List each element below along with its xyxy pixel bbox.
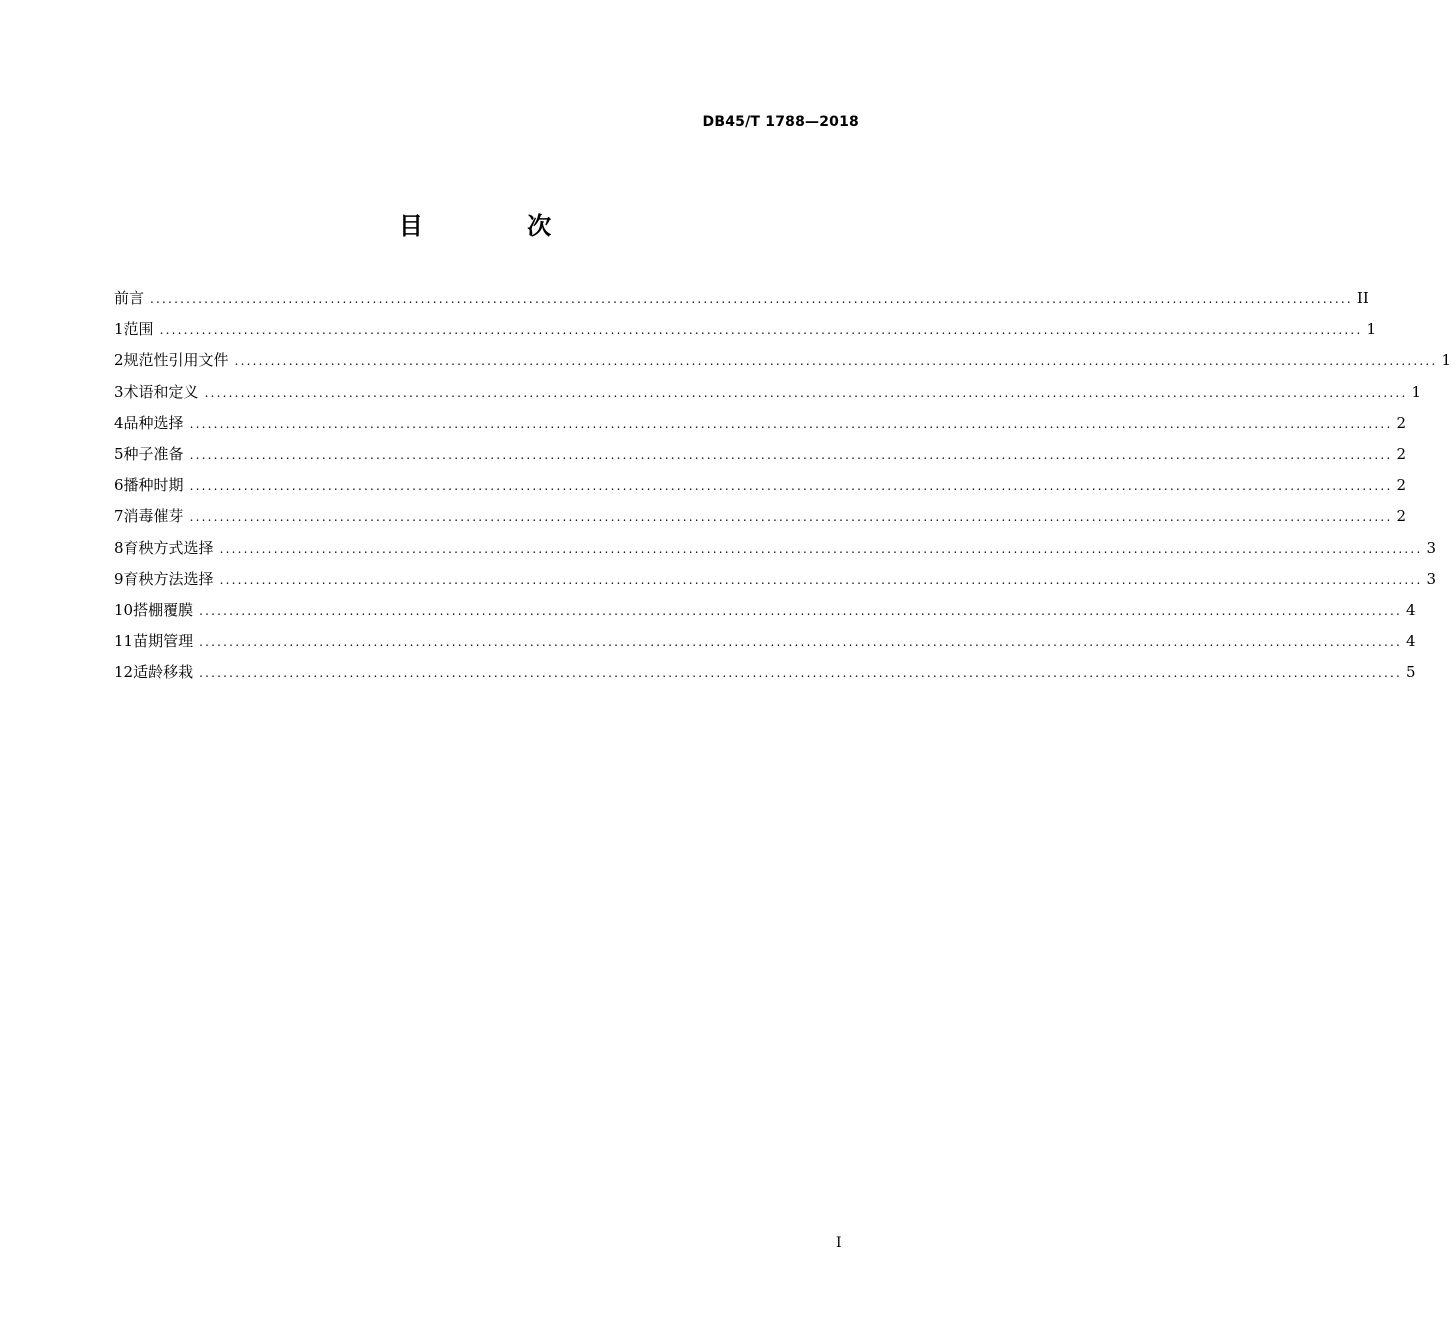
toc-entry-label: 消毒催芽	[123, 507, 184, 526]
toc-entry-3[interactable]	[114, 378, 1421, 409]
toc-entry-label: 范围	[123, 320, 154, 339]
toc-leader-dots: ........................................................................................................................................................................................................	[189, 416, 1393, 431]
toc-entry-label: 种子准备	[123, 444, 184, 463]
toc-entry-8[interactable]	[114, 534, 1436, 565]
toc-entry-number: 9	[114, 569, 124, 588]
standard-code: DB45/T 1788—2018	[702, 114, 859, 130]
toc-entry-page: II	[1356, 289, 1369, 307]
toc-entry-number: 10	[114, 600, 134, 619]
toc-entry-10[interactable]	[114, 596, 1416, 627]
toc-entry-12[interactable]	[114, 658, 1416, 689]
page-title: 目 次	[398, 212, 600, 240]
toc-entry-number: 6	[114, 476, 124, 495]
toc-entry-7[interactable]	[114, 502, 1406, 533]
toc-entry-number: 12	[114, 663, 134, 682]
table-of-contents	[114, 284, 1451, 689]
toc-leader-dots: ........................................................................................................................................................................................................	[199, 603, 1402, 618]
toc-entry-label: 规范性引用文件	[123, 351, 229, 370]
toc-entry-number: 3	[114, 382, 124, 401]
toc-entry-4[interactable]	[114, 409, 1406, 440]
toc-entry-1[interactable]	[114, 315, 1376, 346]
toc-entry-page: 2	[1396, 413, 1406, 432]
toc-entry-number: 1	[114, 320, 124, 339]
toc-entry-page: 2	[1396, 444, 1406, 463]
toc-leader-dots: ........................................................................................................................................................................................................	[189, 510, 1393, 525]
toc-entry-page: 2	[1396, 507, 1406, 526]
toc-entry-page: 2	[1396, 476, 1406, 495]
toc-entry-page: 1	[1411, 382, 1421, 401]
toc-entry-label: 术语和定义	[123, 382, 199, 401]
toc-entry-label: 搭棚覆膜	[133, 600, 194, 619]
toc-entry-page: 5	[1406, 663, 1416, 682]
toc-entry-page: 4	[1406, 600, 1416, 619]
toc-entry-number: 8	[114, 538, 124, 557]
toc-entry-2[interactable]	[114, 346, 1451, 377]
toc-entry-label: 育秧方式选择	[123, 538, 214, 557]
toc-leader-dots: ........................................................................................................................................................................................................	[189, 447, 1393, 462]
toc-entry-label: 前言	[114, 289, 145, 307]
toc-entry-label: 适龄移栽	[133, 663, 194, 682]
toc-entry-label: 育秧方法选择	[123, 569, 214, 588]
page-number: I	[836, 1235, 842, 1251]
toc-entry-9[interactable]	[114, 565, 1436, 596]
toc-entry-number: 2	[114, 351, 124, 370]
toc-entry-page: 1	[1441, 351, 1451, 370]
toc-leader-dots: ........................................................................................................................................................................................................	[199, 635, 1402, 650]
toc-leader-dots: ........................................................................................................................................................................................................	[159, 323, 1363, 338]
toc-entry-page: 4	[1406, 632, 1416, 651]
toc-entry-11[interactable]	[114, 627, 1416, 658]
toc-entry-label: 播种时期	[123, 476, 184, 495]
toc-entry-number: 7	[114, 507, 124, 526]
toc-leader-dots: ........................................................................................................................................................................................................	[234, 354, 1438, 369]
toc-entry-label: 苗期管理	[133, 632, 194, 651]
toc-entry-page: 3	[1426, 569, 1436, 588]
toc-entry-page: 3	[1426, 538, 1436, 557]
toc-entry-6[interactable]	[114, 471, 1406, 502]
toc-leader-dots: ........................................................................................................................................................................................................	[219, 541, 1423, 556]
toc-leader-dots: ........................................................................................................................................................................................................	[204, 385, 1408, 400]
toc-leader-dots: ........................................................................................................................................................................................................	[150, 292, 1353, 306]
toc-entry-5[interactable]	[114, 440, 1406, 471]
toc-entry-number: 4	[114, 413, 124, 432]
toc-entry-number: 11	[114, 632, 134, 651]
toc-entry-foreword[interactable]	[114, 284, 1369, 315]
toc-leader-dots: ........................................................................................................................................................................................................	[199, 666, 1402, 681]
toc-entry-label: 品种选择	[123, 413, 184, 432]
toc-leader-dots: ........................................................................................................................................................................................................	[219, 572, 1423, 587]
toc-leader-dots: ........................................................................................................................................................................................................	[189, 479, 1393, 494]
toc-entry-number: 5	[114, 444, 124, 463]
toc-entry-page: 1	[1366, 320, 1376, 339]
